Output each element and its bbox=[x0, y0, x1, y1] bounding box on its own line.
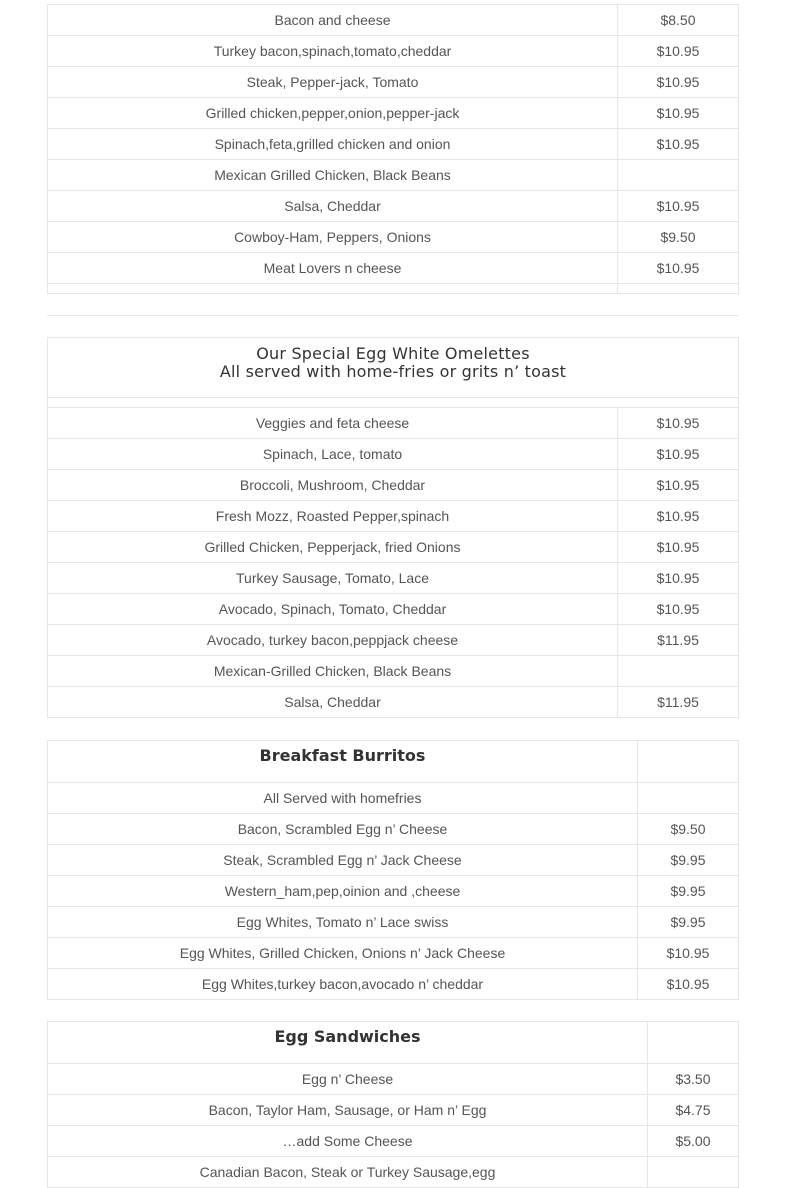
menu-row bbox=[48, 594, 739, 625]
menu-item-name: Avocado, Spinach, Tomato, Cheddar bbox=[48, 594, 618, 625]
burritos-table bbox=[47, 740, 739, 1000]
menu-item-name: Avocado, turkey bacon,peppjack cheese bbox=[48, 625, 618, 656]
menu-item-name: Bacon and cheese bbox=[48, 5, 618, 36]
menu-item-price: $10.95 bbox=[618, 439, 739, 470]
menu-item-price: $10.95 bbox=[618, 563, 739, 594]
menu-item-price: $9.95 bbox=[638, 876, 739, 907]
menu-row bbox=[48, 191, 739, 222]
menu-row bbox=[48, 67, 739, 98]
menu-row bbox=[48, 129, 739, 160]
menu-item-price: $9.50 bbox=[618, 222, 739, 253]
menu-item-name: Grilled chicken,pepper,onion,pepper-jack bbox=[48, 98, 618, 129]
menu-item-price bbox=[618, 160, 739, 191]
menu-row bbox=[48, 501, 739, 532]
menu-item-price: $9.50 bbox=[638, 814, 739, 845]
menu-item-price: $10.95 bbox=[618, 98, 739, 129]
spacer-cell bbox=[48, 284, 618, 294]
menu-item-name: Mexican-Grilled Chicken, Black Beans bbox=[48, 656, 618, 687]
menu-row bbox=[48, 222, 739, 253]
egg-white-omelettes-table bbox=[47, 337, 739, 718]
menu-row bbox=[48, 98, 739, 129]
menu-item-price: $11.95 bbox=[618, 687, 739, 718]
menu-row bbox=[48, 439, 739, 470]
spacer-row bbox=[48, 284, 739, 294]
menu-item-name: Cowboy-Ham, Peppers, Onions bbox=[48, 222, 618, 253]
menu-item-name: Steak, Scrambled Egg n’ Jack Cheese bbox=[48, 845, 638, 876]
menu-row bbox=[48, 160, 739, 191]
menu-item-price: $10.95 bbox=[618, 532, 739, 563]
menu-item-name: All Served with homefries bbox=[48, 783, 638, 814]
spacer-row bbox=[48, 398, 739, 408]
menu-item-price: $10.95 bbox=[618, 501, 739, 532]
menu-item-price: $10.95 bbox=[618, 470, 739, 501]
burritos-title-price-cell bbox=[638, 741, 739, 783]
menu-item-price bbox=[638, 783, 739, 814]
menu-row bbox=[48, 1095, 739, 1126]
menu-row bbox=[48, 532, 739, 563]
menu-item-price: $10.95 bbox=[618, 191, 739, 222]
menu-item-price: $10.95 bbox=[618, 253, 739, 284]
menu-item-price: $10.95 bbox=[638, 938, 739, 969]
menu-row bbox=[48, 845, 739, 876]
menu-item-price: $10.95 bbox=[618, 594, 739, 625]
menu-item-name: Egg Whites, Grilled Chicken, Onions n’ Jack Cheese bbox=[48, 938, 638, 969]
menu-item-price: $10.95 bbox=[618, 36, 739, 67]
menu-item-name: Veggies and feta cheese bbox=[48, 408, 618, 439]
menu-item-name: Mexican Grilled Chicken, Black Beans bbox=[48, 160, 618, 191]
menu-item-name: Turkey Sausage, Tomato, Lace bbox=[48, 563, 618, 594]
menu-row bbox=[48, 1126, 739, 1157]
section-divider bbox=[47, 315, 738, 316]
menu-item-name: Salsa, Cheddar bbox=[48, 191, 618, 222]
menu-item-name: Egg Whites,turkey bacon,avocado n’ cheddar bbox=[48, 969, 638, 1000]
menu-row bbox=[48, 969, 739, 1000]
menu-item-name: Western_ham,pep,oinion and ,cheese bbox=[48, 876, 638, 907]
menu-item-price: $10.95 bbox=[638, 969, 739, 1000]
spacer-cell bbox=[618, 284, 739, 294]
menu-item-name: Grilled Chicken, Pepperjack, fried Onions bbox=[48, 532, 618, 563]
menu-item-name: Egg Whites, Tomato n’ Lace swiss bbox=[48, 907, 638, 938]
menu-item-name: Fresh Mozz, Roasted Pepper,spinach bbox=[48, 501, 618, 532]
menu-item-name: …add Some Cheese bbox=[48, 1126, 648, 1157]
menu-item-name: Spinach,feta,grilled chicken and onion bbox=[48, 129, 618, 160]
menu-row bbox=[48, 253, 739, 284]
menu-row bbox=[48, 5, 739, 36]
egg-white-title-line2: All served with home-fries or grits n’ toast bbox=[219, 362, 567, 381]
menu-item-name: Salsa, Cheddar bbox=[48, 687, 618, 718]
menu-row bbox=[48, 470, 739, 501]
menu-item-name: Spinach, Lace, tomato bbox=[48, 439, 618, 470]
menu-row bbox=[48, 36, 739, 67]
menu-row bbox=[48, 408, 739, 439]
menu-row bbox=[48, 1064, 739, 1095]
menu-row bbox=[48, 563, 739, 594]
egg-white-title bbox=[48, 338, 739, 398]
menu-item-price: $3.50 bbox=[648, 1064, 739, 1095]
egg-white-title-line1: Our Special Egg White Omelettes bbox=[256, 344, 530, 363]
menu-item-name: Bacon, Taylor Ham, Sausage, or Ham n’ Egg bbox=[48, 1095, 648, 1126]
menu-item-name: Turkey bacon,spinach,tomato,cheddar bbox=[48, 36, 618, 67]
sandwiches-table bbox=[47, 1021, 739, 1188]
menu-row bbox=[48, 876, 739, 907]
menu-item-price: $8.50 bbox=[618, 5, 739, 36]
menu-row bbox=[48, 814, 739, 845]
menu-row bbox=[48, 1157, 739, 1188]
sandwiches-title: Egg Sandwiches bbox=[48, 1022, 648, 1064]
menu-item-name: Egg n’ Cheese bbox=[48, 1064, 648, 1095]
menu-item-price: $9.95 bbox=[638, 907, 739, 938]
menu-row bbox=[48, 938, 739, 969]
menu-row bbox=[48, 687, 739, 718]
omelettes-table bbox=[47, 4, 739, 294]
menu-item-price: $4.75 bbox=[648, 1095, 739, 1126]
menu-row bbox=[48, 907, 739, 938]
menu-item-price: $11.95 bbox=[618, 625, 739, 656]
menu-item-price: $10.95 bbox=[618, 408, 739, 439]
menu-item-price: $9.95 bbox=[638, 845, 739, 876]
menu-item-price bbox=[618, 656, 739, 687]
menu-item-name: Meat Lovers n cheese bbox=[48, 253, 618, 284]
menu-item-price: $10.95 bbox=[618, 67, 739, 98]
menu-item-name: Steak, Pepper-jack, Tomato bbox=[48, 67, 618, 98]
sandwiches-title-price-cell bbox=[648, 1022, 739, 1064]
menu-item-name: Bacon, Scrambled Egg n’ Cheese bbox=[48, 814, 638, 845]
menu-row bbox=[48, 783, 739, 814]
menu-item-name: Broccoli, Mushroom, Cheddar bbox=[48, 470, 618, 501]
menu-item-price: $5.00 bbox=[648, 1126, 739, 1157]
menu-item-price: $10.95 bbox=[618, 129, 739, 160]
menu-row bbox=[48, 656, 739, 687]
burritos-title: Breakfast Burritos bbox=[48, 741, 638, 783]
menu-item-name: Canadian Bacon, Steak or Turkey Sausage,egg bbox=[48, 1157, 648, 1188]
menu-item-price bbox=[648, 1157, 739, 1188]
menu-row bbox=[48, 625, 739, 656]
